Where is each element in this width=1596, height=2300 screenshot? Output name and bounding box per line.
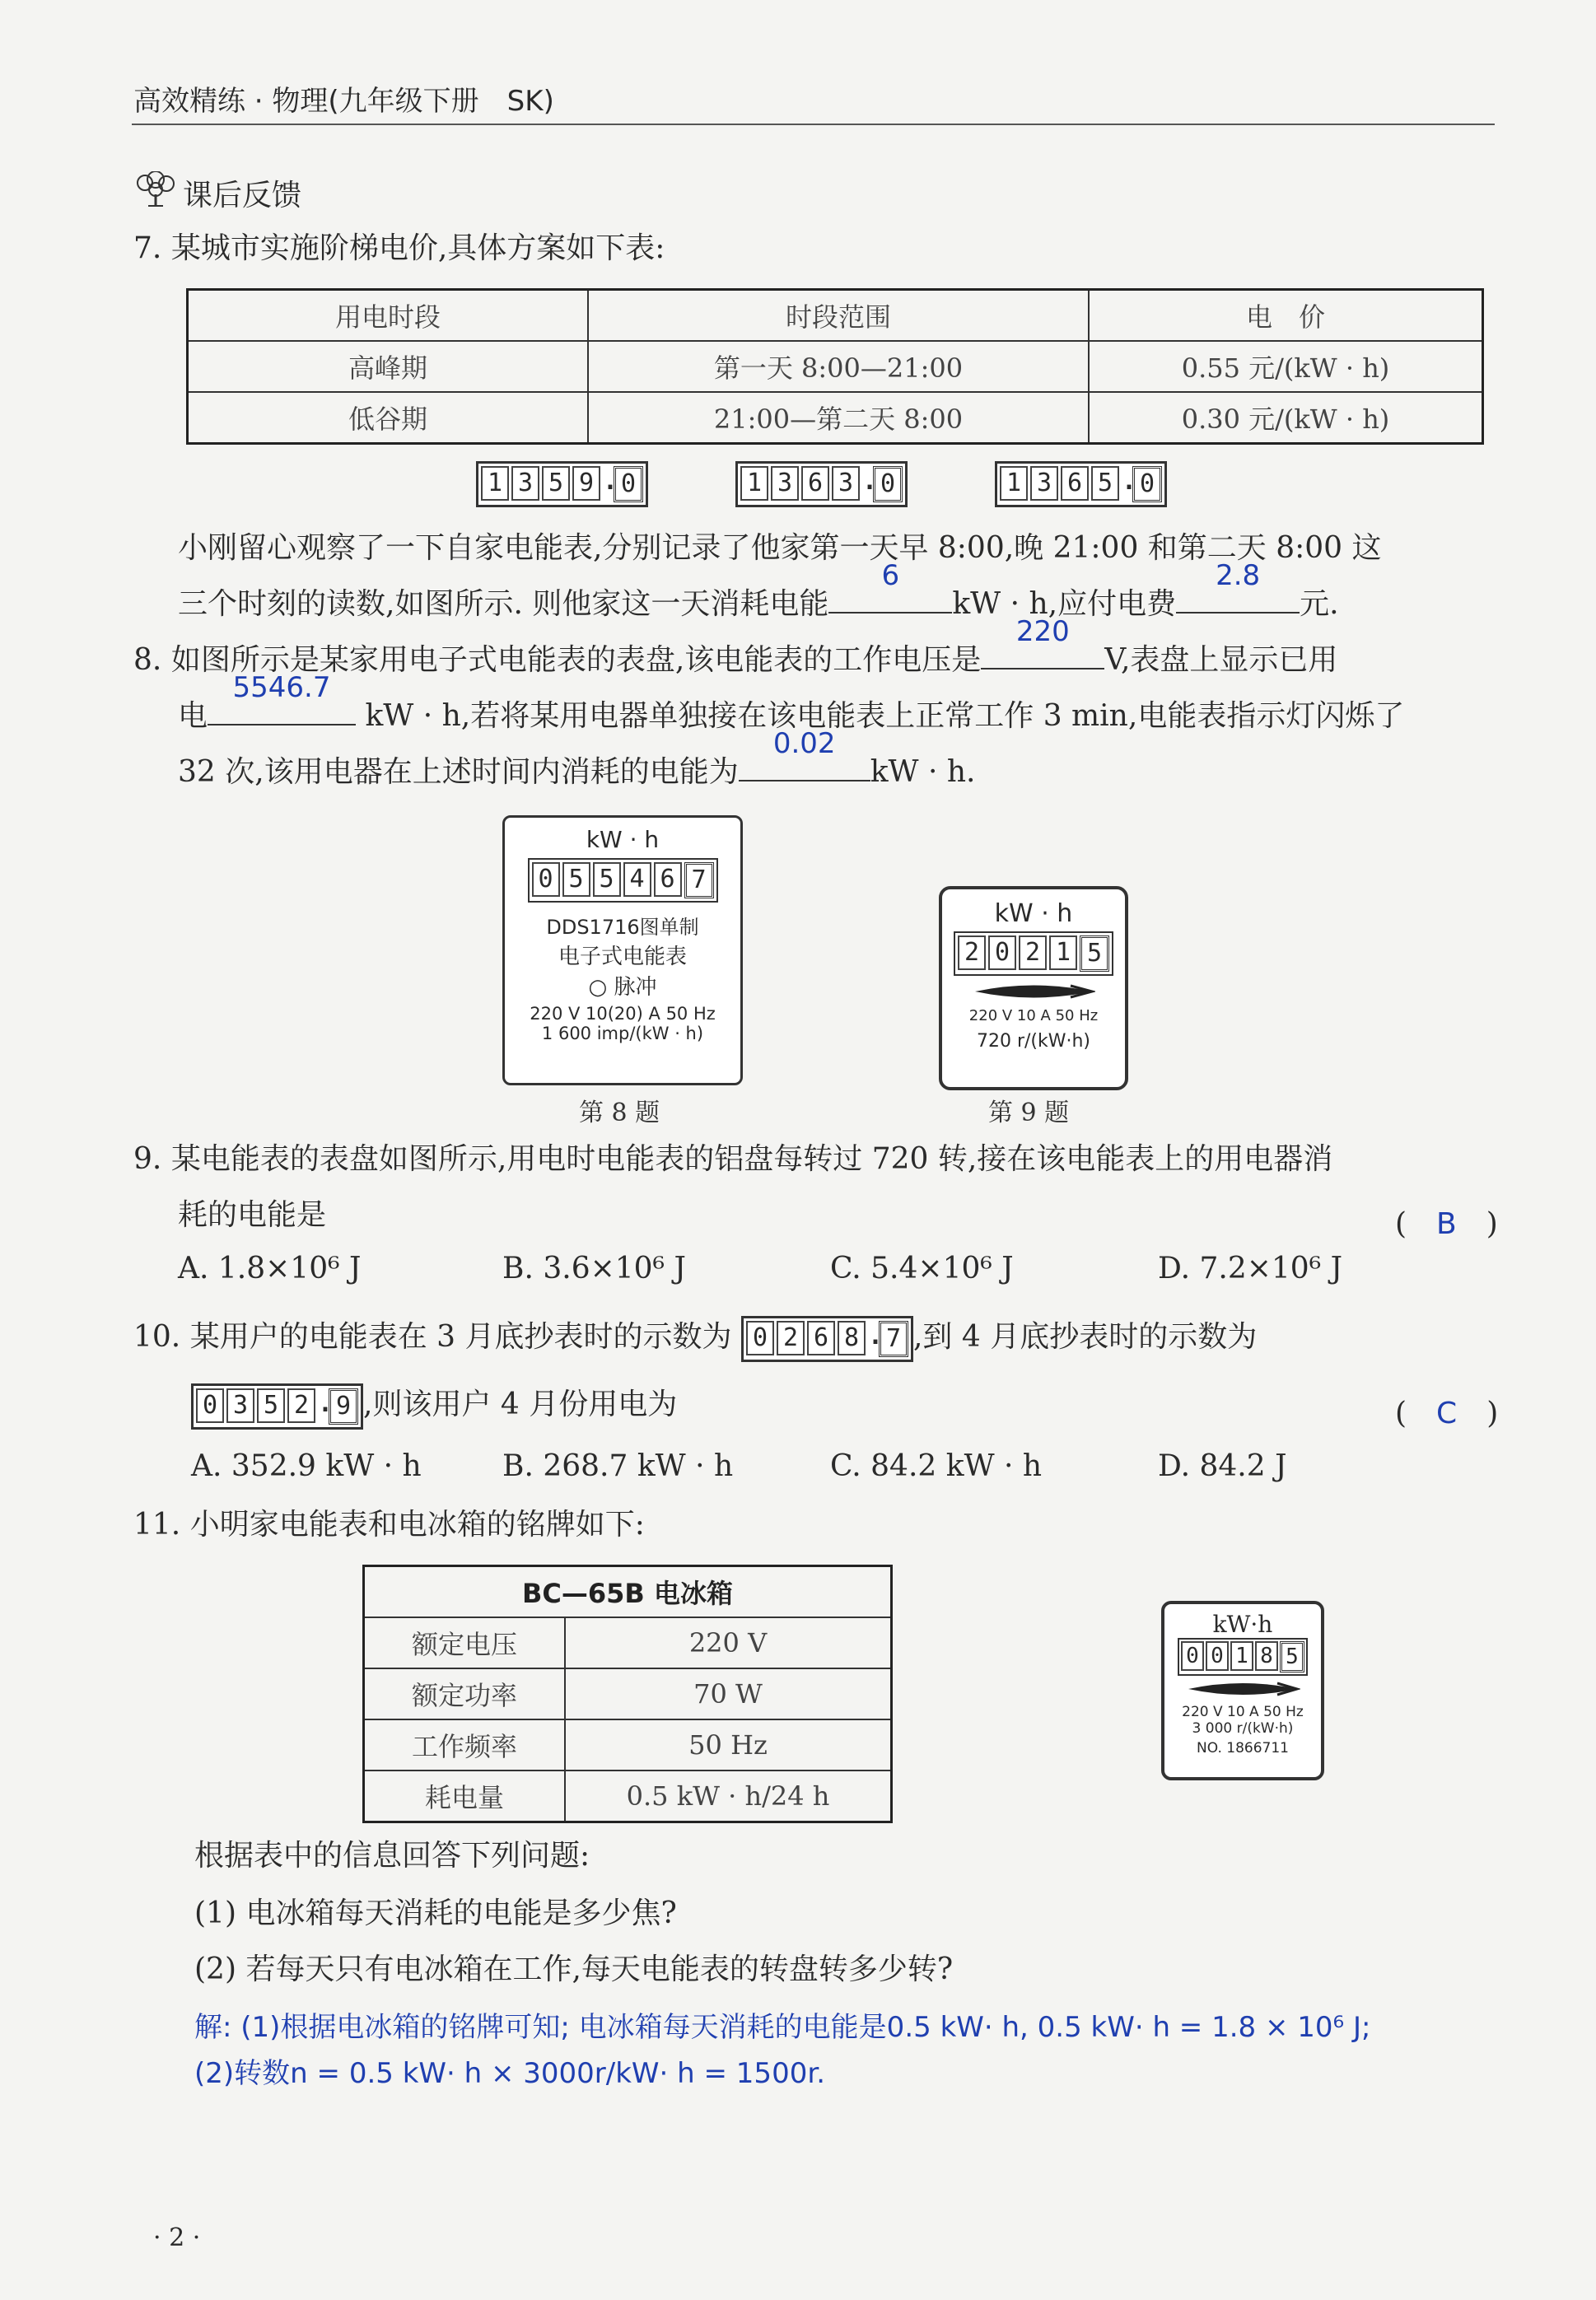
q9-option-a[interactable]: A. 1.8×10⁶ J xyxy=(178,1252,362,1285)
q10-option-c[interactable]: C. 84.2 kW · h xyxy=(830,1449,1043,1483)
page-number: · 2 · xyxy=(153,2223,201,2252)
table-header: 用电时段 xyxy=(188,290,589,342)
meter-serial: NO. 1866711 xyxy=(1197,1740,1289,1756)
q9-answer-paren: ( B ) xyxy=(1395,1207,1498,1241)
q9-caption: 第 9 题 xyxy=(988,1099,1070,1127)
rotating-disc-icon xyxy=(942,982,1125,1004)
q8-meter xyxy=(502,815,743,1085)
section-title-text: 课后反馈 xyxy=(183,179,302,212)
tree-icon xyxy=(133,171,178,215)
meter-unit: kW · h xyxy=(586,826,660,853)
meter-spec: 220 V 10(20) A 50 Hz xyxy=(530,1004,716,1024)
q7-reading-2: 1 3 6 3 . 0 xyxy=(735,461,908,507)
q10-option-a[interactable]: A. 352.9 kW · h xyxy=(191,1449,422,1483)
meter-counter: 0 5 5 4 6 7 xyxy=(528,858,718,903)
q7-number: 7. xyxy=(133,231,162,265)
q7-reading-3: 1 3 6 5 . 0 xyxy=(995,461,1167,507)
q11-sub2: (2) 若每天只有电冰箱在工作,每天电能表的转盘转多少转? xyxy=(194,1952,954,1986)
q7-price-table xyxy=(186,288,1484,445)
meter-type: 电子式电能表 xyxy=(558,945,687,969)
meter-unit: kW · h xyxy=(994,899,1073,928)
table-cell: 0.30 元/(kW · h) xyxy=(1089,392,1483,444)
q9-line1: 9. 某电能表的表盘如图所示,用电时电能表的铝盘每转过 720 转,接在该电能表上的用电器消 xyxy=(133,1142,1333,1176)
q11-intro: 根据表中的信息回答下列问题: xyxy=(194,1839,590,1873)
nameplate-value: 0.5 kW · h/24 h xyxy=(565,1770,892,1822)
q7-stem xyxy=(133,221,665,277)
rotating-disc-icon xyxy=(1164,1681,1321,1701)
nameplate-label: 耗电量 xyxy=(364,1770,566,1822)
meter-spec: 220 V 10 A 50 Hz xyxy=(968,1007,1099,1024)
meter-constant: 3 000 r/(kW·h) xyxy=(1192,1720,1294,1737)
q10-line1: 10. 某用户的电能表在 3 月底抄表时的示数为 0 2 6 8 . 7 ,到 4 月底抄表时的示数为 xyxy=(133,1309,1257,1365)
meter-model: DDS1716图单制 xyxy=(546,916,699,939)
table-cell: 高峰期 xyxy=(188,341,589,392)
table-cell: 0.55 元/(kW · h) xyxy=(1089,341,1483,392)
q11-stem: 11. 小明家电能表和电冰箱的铭牌如下: xyxy=(133,1508,645,1542)
table-cell: 21:00—第二天 8:00 xyxy=(588,392,1089,444)
q7-stem-text: 某城市实施阶梯电价,具体方案如下表: xyxy=(170,231,665,265)
page-header: 高效精练 · 物理(九年级下册 SK) xyxy=(133,85,554,118)
q7-blank-energy[interactable]: 6 xyxy=(828,579,952,613)
q7-blank-cost[interactable]: 2.8 xyxy=(1176,579,1300,613)
q8-line3: 32 次,该用电器在上述时间内消耗的电能为 0.02 kW · h. xyxy=(178,727,976,789)
nameplate-title: BC—65B 电冰箱 xyxy=(364,1566,892,1618)
meter-pulse: ○ 脉冲 xyxy=(588,975,657,1000)
nameplate-value: 50 Hz xyxy=(565,1719,892,1770)
q11-fridge-nameplate xyxy=(362,1565,893,1823)
q10-line2: 0 3 5 2 . 9 ,则该用户 4 月份用电为 xyxy=(191,1377,677,1433)
q7-text1: 小刚留心观察了一下自家电能表,分别记录了他家第一天早 8:00,晚 21:00 和第二天 8:00 这 xyxy=(178,531,1382,565)
q9-option-d[interactable]: D. 7.2×10⁶ J xyxy=(1158,1252,1342,1285)
q9-line2: 耗的电能是 xyxy=(178,1198,327,1232)
q10-reading-april: 0 3 5 2 . 9 xyxy=(191,1383,363,1430)
table-header: 电 价 xyxy=(1089,290,1483,342)
q11-solution-line2: (2)转数n = 0.5 kW· h × 3000r/kW· h = 1500r. xyxy=(194,2057,825,2090)
header-divider xyxy=(132,124,1495,125)
q7-reading-1: 1 3 5 9 . 0 xyxy=(476,461,648,507)
q10-option-d[interactable]: D. 84.2 J xyxy=(1158,1449,1287,1483)
q9-option-b[interactable]: B. 3.6×10⁶ J xyxy=(502,1252,686,1285)
q10-option-b[interactable]: B. 268.7 kW · h xyxy=(502,1449,734,1483)
table-cell: 低谷期 xyxy=(188,392,589,444)
table-header: 时段范围 xyxy=(588,290,1089,342)
meter-spec: 220 V 10 A 50 Hz xyxy=(1182,1704,1304,1720)
meter-constant: 720 r/(kW·h) xyxy=(976,1031,1091,1052)
q11-sub1: (1) 电冰箱每天消耗的电能是多少焦? xyxy=(194,1896,677,1930)
nameplate-value: 220 V xyxy=(565,1617,892,1668)
nameplate-label: 额定电压 xyxy=(364,1617,566,1668)
q10-answer-paren: ( C ) xyxy=(1395,1397,1499,1430)
q8-caption: 第 8 题 xyxy=(579,1099,660,1127)
q9-option-c[interactable]: C. 5.4×10⁶ J xyxy=(830,1252,1014,1285)
q8-blank-voltage[interactable]: 220 xyxy=(981,635,1104,669)
table-cell: 第一天 8:00—21:00 xyxy=(588,341,1089,392)
section-title xyxy=(133,171,301,215)
q9-answer: B xyxy=(1436,1207,1457,1241)
nameplate-label: 工作频率 xyxy=(364,1719,566,1770)
q11-meter xyxy=(1161,1601,1324,1780)
meter-counter: 0 0 1 8 5 xyxy=(1178,1638,1308,1676)
q8-line2: 电 5546.7 kW · h,若将某用电器单独接在该电能表上正常工作 3 min,电能表指示灯闪烁了 xyxy=(178,671,1405,733)
nameplate-value: 70 W xyxy=(565,1668,892,1719)
q10-reading-march: 0 2 6 8 . 7 xyxy=(741,1316,913,1362)
meter-unit: kW·h xyxy=(1212,1611,1273,1638)
q9-meter xyxy=(939,886,1128,1090)
meter-constant: 1 600 imp/(kW · h) xyxy=(541,1024,704,1043)
q8-blank-used[interactable]: 5546.7 xyxy=(208,691,356,725)
q10-answer: C xyxy=(1436,1397,1458,1430)
q7-text2: 三个时刻的读数,如图所示. 则他家这一天消耗电能 6 kW · h,应付电费 2.8 元. xyxy=(178,559,1339,621)
nameplate-label: 额定功率 xyxy=(364,1668,566,1719)
q8-blank-energy[interactable]: 0.02 xyxy=(739,747,870,781)
q11-solution-line1: 解: (1)根据电冰箱的铭牌可知; 电冰箱每天消耗的电能是0.5 kW· h, 0.5 kW· h = 1.8 × 10⁶ J; xyxy=(194,2011,1371,2044)
q8-line1: 8. 如图所示是某家用电子式电能表的表盘,该电能表的工作电压是 220 V,表盘上显示已用 xyxy=(133,615,1338,677)
meter-counter: 2 0 2 1 5 xyxy=(954,931,1113,976)
